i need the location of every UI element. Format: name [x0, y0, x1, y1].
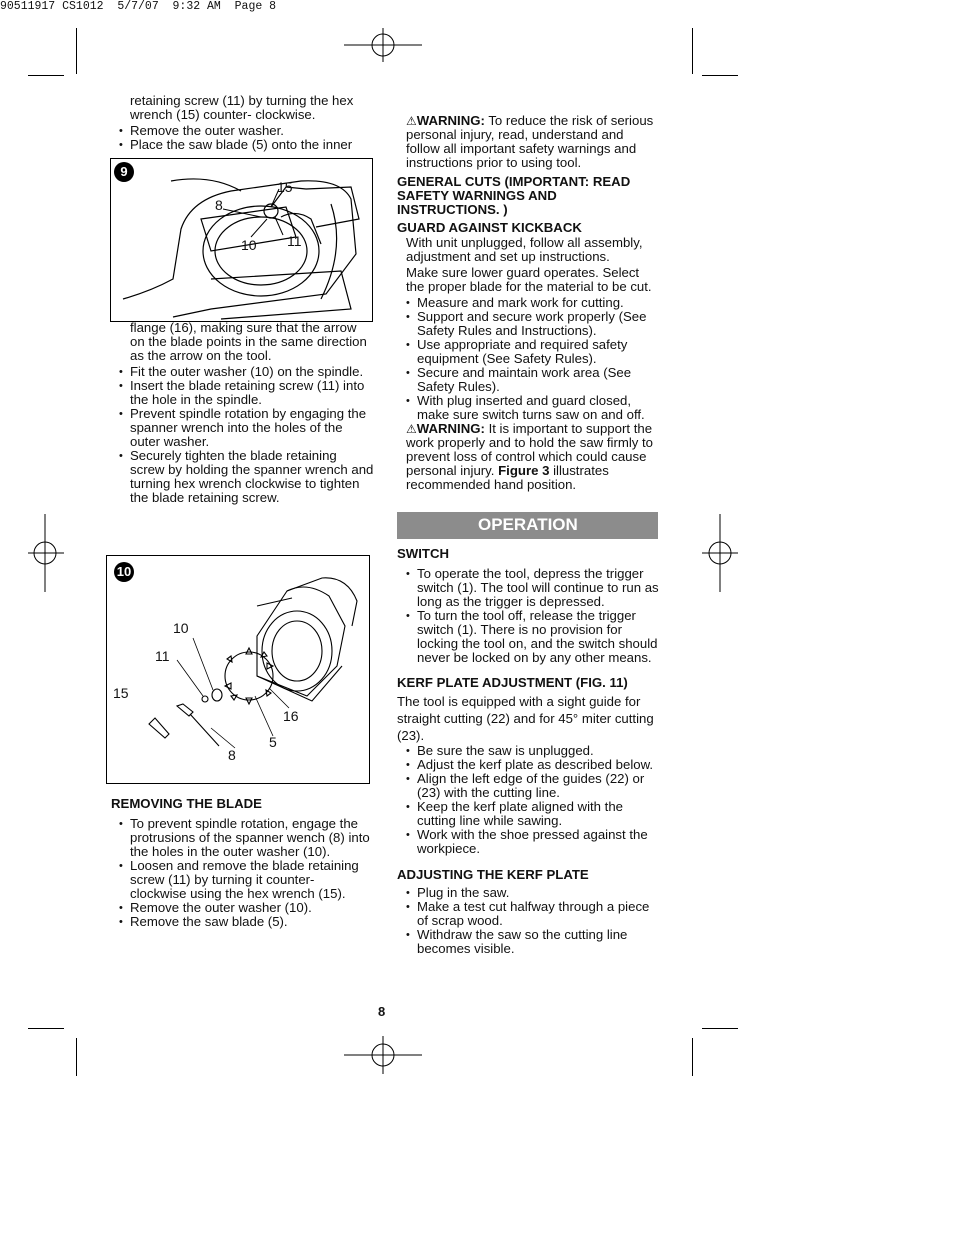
callout-label: 10 — [173, 620, 189, 636]
warning-label: WARNING: — [416, 421, 485, 436]
figure-9 — [110, 158, 373, 322]
page-number: 8 — [378, 1004, 386, 1019]
list-item: • Measure and mark work for cutting. — [406, 296, 659, 310]
figure-10 — [106, 555, 370, 784]
list-item: • Be sure the saw is unplugged. — [406, 744, 659, 758]
kerf-heading: KERF PLATE ADJUSTMENT (FIG. 11) — [397, 675, 628, 690]
general-cuts-heading: GENERAL CUTS (IMPORTANT: READ SAFETY WARNINGS AND INSTRUCTIONS. ) — [397, 174, 631, 217]
guard-paragraph-1: With unit unplugged, follow all assembly, adjustment and set up instructions. — [406, 235, 643, 264]
figure-reference: Figure 3 — [498, 463, 550, 478]
list-item: • Align the left edge of the guides (22) or (23) with the cutting line. — [406, 772, 659, 800]
callout-label: 8 — [215, 197, 223, 213]
list-item: • Securely tighten the blade retaining screw by holding the spanner wrench and turning hex wrench clockwise to tighten the blade retaining screw. — [119, 449, 374, 505]
operation-section-header — [397, 512, 658, 539]
list-item: • With plug inserted and guard closed, make sure switch turns saw on and off. — [406, 394, 659, 422]
left-intro — [119, 94, 374, 152]
list-item: • Remove the saw blade (5). — [119, 915, 373, 929]
list-item: • Insert the blade retaining screw (11) into the hole in the spindle. — [119, 379, 374, 407]
callout-label: 5 — [269, 734, 277, 750]
list-item: • To turn the tool off, release the trigger switch (1). There is no provision for locking the tool on, and the switch should never be locked on by any other means. — [406, 609, 659, 665]
list-item: • Work with the shoe pressed against the workpiece. — [406, 828, 659, 856]
list-item: • Plug in the saw. — [406, 886, 659, 900]
list-item: • Remove the outer washer (10). — [119, 901, 373, 915]
after-fig9-cont: flange (16), making sure that the arrow on the blade points in the same direction as the arrow on the tool. — [130, 320, 367, 363]
list-item: • Use appropriate and required safety equipment (See Safety Rules). — [406, 338, 659, 366]
figure-number-badge: 9 — [114, 162, 134, 182]
adjusting-heading: ADJUSTING THE KERF PLATE — [397, 867, 589, 882]
callout-label: 16 — [283, 708, 299, 724]
slug-line: 90511917 CS1012 5/7/07 9:32 AM Page 8 — [0, 0, 277, 13]
list-item: • Prevent spindle rotation by engaging the spanner wrench into the holes of the outer washer. — [119, 407, 374, 449]
operation-title: OPERATION — [478, 515, 578, 534]
callout-label: 10 — [241, 237, 257, 253]
kerf-paragraph: The tool is equipped with a sight guide for straight cutting (22) and for 45° miter cutting (23). — [397, 694, 654, 743]
warning-label: WARNING: — [416, 113, 485, 128]
callout-label: 11 — [287, 233, 302, 249]
list-item: • Loosen and remove the blade retaining screw (11) by turning it counter- clockwise using the hex wrench (15). — [119, 859, 373, 901]
warning-text: It is important to support the work properly and to hold the saw firmly to prevent loss of control which could cause personal injury. — [406, 421, 654, 478]
intro-cont: retaining screw (11) by turning the hex wrench (15) counter- clockwise. — [130, 93, 354, 122]
list-item: • Fit the outer washer (10) on the spindle. — [119, 365, 374, 379]
removing-section — [111, 797, 373, 929]
callout-label: 11 — [155, 648, 170, 664]
callout-label: 8 — [228, 747, 236, 763]
guard-paragraph-2: Make sure lower guard operates. Select the proper blade for the material to be cut. — [406, 265, 652, 294]
callout-label: 15 — [277, 179, 293, 195]
list-item: • Keep the kerf plate aligned with the cutting line while sawing. — [406, 800, 659, 828]
blade-assembly-illustration — [107, 556, 369, 783]
switch-heading: SWITCH — [397, 546, 450, 561]
removing-heading: REMOVING THE BLADE — [111, 796, 262, 811]
callout-label: 15 — [113, 685, 129, 701]
warning-tail: illustrates recommended hand position. — [406, 463, 609, 492]
warning-2 — [397, 422, 659, 492]
list-item: • Secure and maintain work area (See Safety Rules). — [406, 366, 659, 394]
list-item: • To prevent spindle rotation, engage the protrusions of the spanner wench (8) into the holes in the outer washer (10). — [119, 817, 373, 859]
right-operation — [397, 547, 659, 956]
list-item: • Support and secure work properly (See Safety Rules and Instructions). — [406, 310, 659, 338]
list-item: • Place the saw blade (5) onto the inner — [119, 138, 374, 152]
list-item: • To operate the tool, depress the trigger switch (1). The tool will continue to run as long as the trigger is depressed. — [406, 567, 659, 609]
warning-text: To reduce the risk of serious personal injury, read, understand and follow all important safety warnings and instructions prior to using tool. — [406, 113, 654, 170]
left-install-steps — [119, 321, 374, 505]
warning-triangle-icon: ⚠ — [406, 422, 417, 436]
figure-number-badge: 10 — [114, 562, 134, 582]
warning-1 — [397, 114, 659, 170]
list-item: • Withdraw the saw so the cutting line becomes visible. — [406, 928, 659, 956]
warning-triangle-icon: ⚠ — [406, 114, 417, 128]
list-item: • Remove the outer washer. — [119, 124, 374, 138]
list-item: • Adjust the kerf plate as described below. — [406, 758, 659, 772]
kickback-heading: GUARD AGAINST KICKBACK — [397, 220, 582, 235]
list-item: • Make a test cut halfway through a piece of scrap wood. — [406, 900, 659, 928]
right-safety — [397, 114, 659, 492]
